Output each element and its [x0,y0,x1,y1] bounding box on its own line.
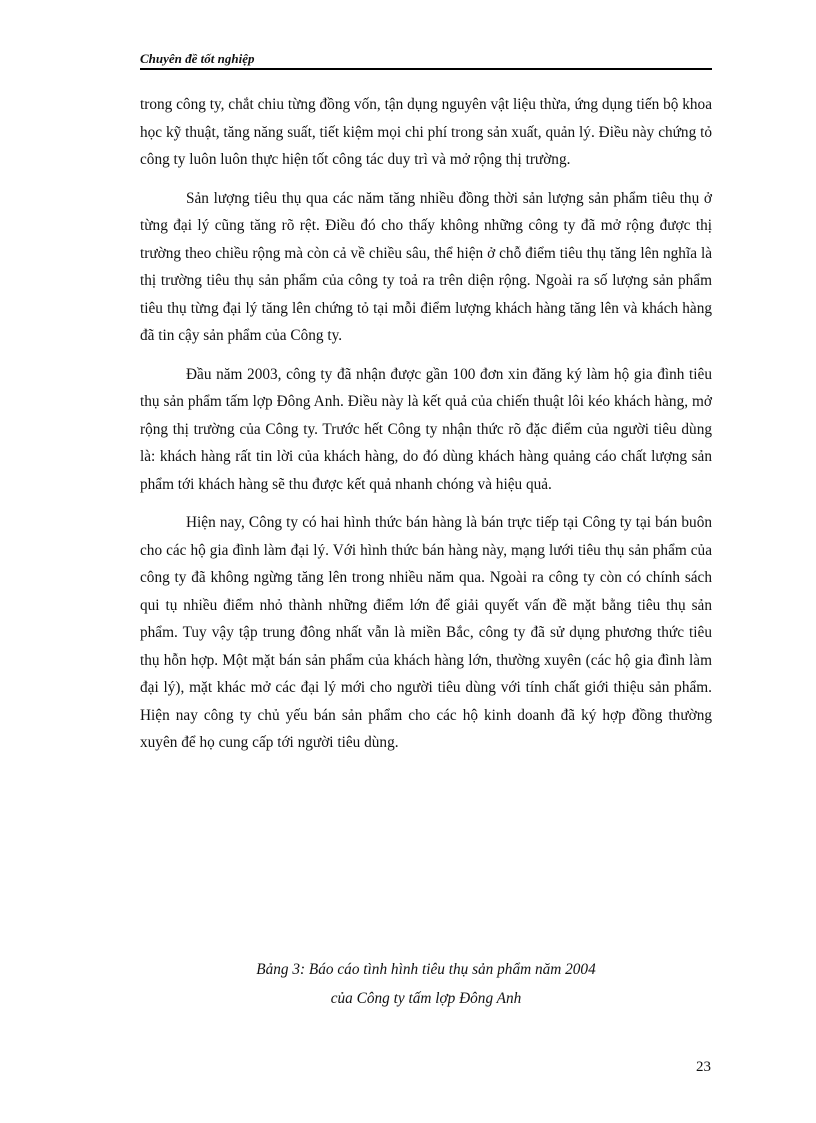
header-title: Chuyên đề tốt nghiệp [140,51,255,66]
body-paragraph: trong công ty, chắt chiu từng đồng vốn, tận dụng nguyên vật liệu thừa, ứng dụng tiến bộ khoa học kỹ thuật, tăng năng suất, tiết kiệm mọi chi phí trong sản xuất, quản lý. Điều này chứng tỏ công ty luôn luôn thực hiện tốt công tác duy trì và mở rộng thị trường. [140,96,712,168]
caption-line-2: của Công ty tấm lợp Đông Anh [330,990,522,1007]
document-body [140,91,712,768]
table-caption [140,955,712,1013]
caption-line-1: Bảng 3: Báo cáo tình hình tiêu thụ sản phẩm năm 2004 [256,961,596,978]
body-paragraph: Hiện nay, Công ty có hai hình thức bán hàng là bán trực tiếp tại Công ty tại bán buôn cho các hộ gia đình làm đại lý. Với hình thức bán hàng này, mạng lưới tiêu thụ sản phẩm của công ty đã không ngừng tăng lên trong nhiều năm qua. Ngoài ra công ty còn có chính sách qui tụ nhiều điểm nhỏ thành những điểm lớn để giải quyết vấn đề mặt bằng tiêu thụ sản phẩm. Tuy vậy tập trung đông nhất vẫn là miền Bắc, công ty đã sử dụng phương thức tiêu thụ hỗn hợp. Một mặt bán sản phẩm của khách hàng lớn, thường xuyên (các hộ gia đình làm đại lý), mặt khác mở các đại lý mới cho người tiêu dùng với tính chất giới thiệu sản phẩm. Hiện nay công ty chủ yếu bán sản phẩm cho các hộ kinh doanh đã ký hợp đồng thường xuyên để họ cung cấp tới người tiêu dùng. [140,514,712,751]
page-number: 23 [696,1059,711,1075]
body-paragraph: Đầu năm 2003, công ty đã nhận được gần 100 đơn xin đăng ký làm hộ gia đình tiêu thụ sản phẩm tấm lợp Đông Anh. Điều này là kết quả của chiến thuật lôi kéo khách hàng, mở rộng thị trường của Công ty. Trước hết Công ty nhận thức rõ đặc điểm của người tiêu dùng là: khách hàng rất tin lời của khách hàng, do đó dùng khách hàng quảng cáo chất lượng sản phẩm tới khách hàng sẽ thu được kết quả nhanh chóng và hiệu quả. [140,365,712,493]
page-header [140,50,712,70]
body-paragraph: Sản lượng tiêu thụ qua các năm tăng nhiều đồng thời sản lượng sản phẩm tiêu thụ ở từng đại lý cũng tăng rõ rệt. Điều đó cho thấy không những công ty đã mở rộng được thị trường theo chiều rộng mà còn cả về chiều sâu, thể hiện ở chỗ điểm tiêu thụ tăng lên nghĩa là thị trường tiêu thụ sản phẩm của công ty toả ra trên diện rộng. Ngoài ra số lượng sản phẩm tiêu thụ từng đại lý tăng lên chứng tỏ tại mỗi điểm lượng khách hàng tăng lên và khách hàng đã tin cậy sản phẩm của Công ty. [140,189,712,344]
